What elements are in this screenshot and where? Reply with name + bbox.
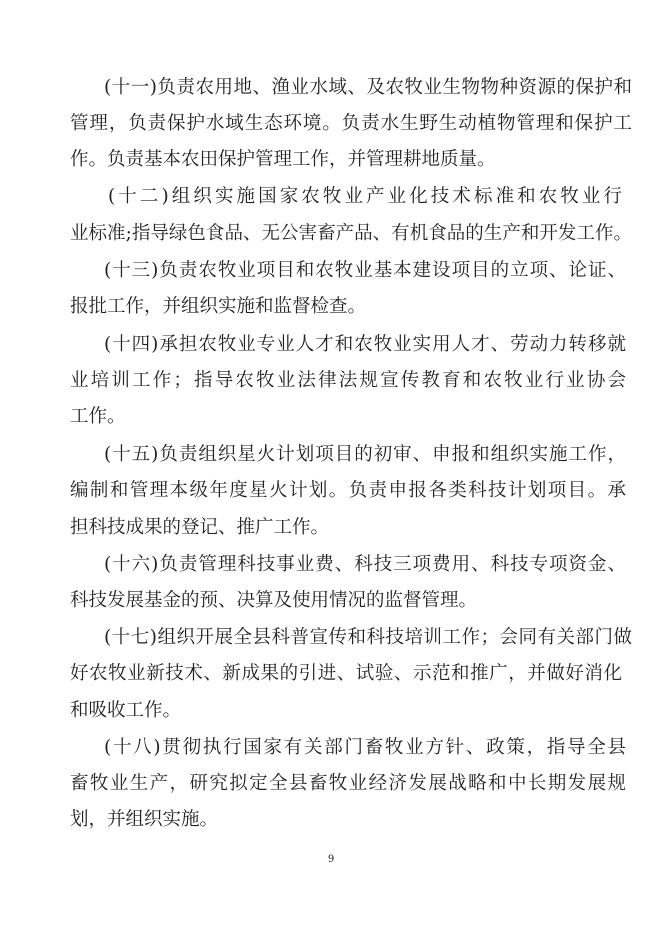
paragraph-line: (十三)负责农牧业项目和农牧业基本建设项目的立项、论证、: [104, 260, 626, 281]
paragraph-line: 业标准;指导绿色食品、无公害畜产品、有机食品的生产和开发工作。: [70, 223, 632, 244]
paragraph-line: 划，并组织实施。: [70, 809, 219, 830]
paragraph-line: 担科技成果的登记、推广工作。: [70, 517, 330, 538]
paragraph-line: (十一)负责农用地、渔业水域、及农牧业生物物种资源的保护和: [104, 77, 632, 98]
paragraph-line: 科技发展基金的预、决算及使用情况的监督管理。: [70, 590, 478, 611]
paragraph-line: (十八)贯彻执行国家有关部门畜牧业方针、政策，指导全县: [104, 737, 626, 758]
paragraph-line: 好农牧业新技术、新成果的引进、试验、示范和推广，并做好消化: [70, 663, 622, 684]
paragraph-line: 业培训工作；指导农牧业法律法规宣传教育和农牧业行业协会: [70, 370, 626, 391]
paragraph-line: (十七)组织开展全县科普宣传和科技培训工作；会同有关部门做: [104, 627, 632, 648]
paragraph-line: 编制和管理本级年度星火计划。负责申报各类科技计划项目。承: [70, 480, 626, 501]
paragraph-line: (十六)负责管理科技事业费、科技三项费用、科技专项资金、: [104, 554, 626, 575]
paragraph-line: 工作。: [70, 406, 126, 427]
paragraph-line: 作。负责基本农田保护管理工作，并管理耕地质量。: [70, 149, 496, 170]
paragraph-line: (十四)承担农牧业专业人才和农牧业实用人才、劳动力转移就: [104, 334, 626, 355]
paragraph-line: (十二)组织实施国家农牧业产业化技术标准和农牧业行: [108, 186, 622, 207]
paragraph-line: 畜牧业生产，研究拟定全县畜牧业经济发展战略和中长期发展规: [70, 773, 626, 794]
paragraph-line: 报批工作，并组织实施和监督检查。: [70, 296, 367, 317]
page-number: 9: [327, 854, 335, 865]
paragraph-line: 管理，负责保护水域生态环境。负责水生野生动植物管理和保护工: [70, 113, 632, 134]
paragraph-line: 和吸收工作。: [70, 700, 182, 721]
paragraph-line: (十五)负责组织星火计划项目的初审、申报和组织实施工作，: [104, 444, 626, 465]
